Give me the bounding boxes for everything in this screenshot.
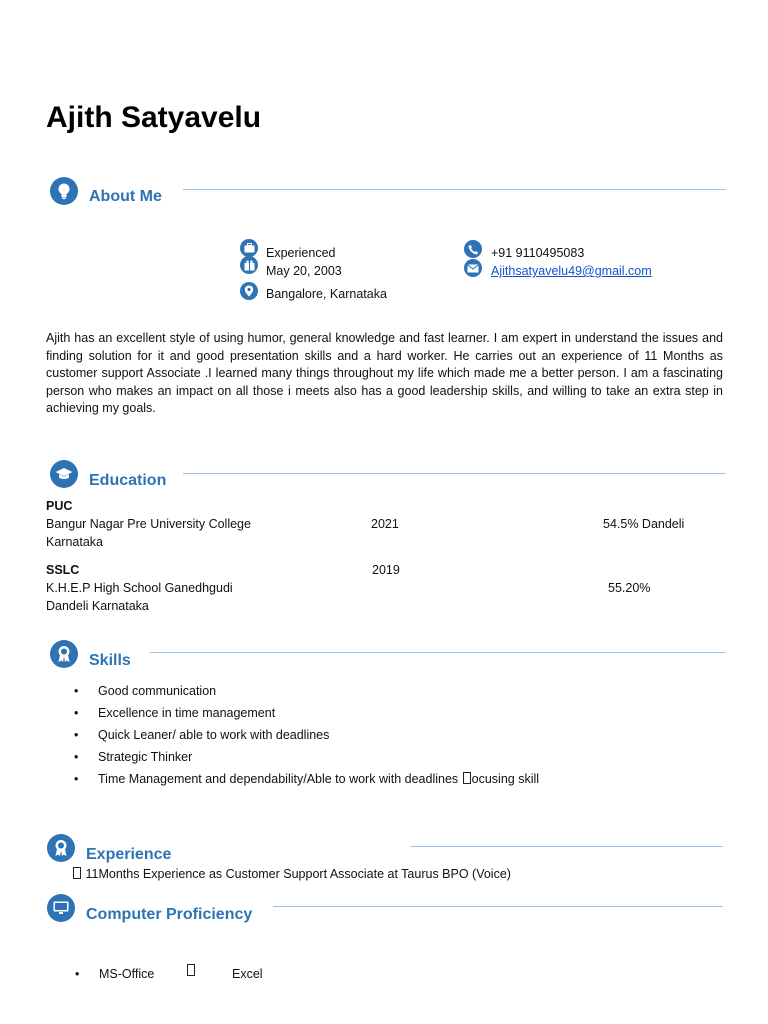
skill-item	[70, 771, 539, 787]
section-divider	[183, 189, 726, 190]
status-text: Experienced	[266, 246, 336, 260]
skill-text: Time Management and dependability/Able to work with deadlines	[98, 772, 462, 786]
award-ribbon-icon	[50, 640, 78, 668]
date-of-birth: May 20, 2003	[266, 264, 342, 278]
missing-glyph-icon	[73, 867, 81, 879]
computer-skill-item: Excel	[232, 967, 263, 981]
location-text: Bangalore, Karnataka	[266, 287, 387, 301]
education-place: Karnataka	[46, 535, 103, 549]
skill-item: • Quick Leaner/ able to work with deadlines	[70, 727, 539, 743]
skill-item: • Strategic Thinker	[70, 749, 539, 765]
bullet: •	[75, 967, 80, 981]
education-school: K.H.E.P High School Ganedhgudi	[46, 581, 233, 595]
monitor-icon	[47, 894, 75, 922]
missing-glyph-icon	[463, 772, 471, 784]
graduation-cap-icon	[50, 460, 78, 488]
education-score: 54.5% Dandeli	[603, 517, 685, 531]
education-degree: PUC	[46, 499, 73, 513]
email-icon	[464, 259, 482, 277]
education-place: Dandeli Karnataka	[46, 599, 149, 613]
skill-text: ocusing skill	[471, 772, 540, 786]
briefcase-icon	[240, 239, 258, 257]
section-divider	[150, 652, 726, 653]
skill-item: • Good communication	[70, 683, 539, 699]
section-title-about: About Me	[89, 188, 162, 205]
experience-item	[72, 866, 511, 882]
education-degree: SSLC	[46, 563, 80, 577]
missing-glyph-icon	[186, 963, 196, 979]
about-paragraph: Ajith has an excellent style of using humor, general knowledge and fast learner. I am expert in understand the issues and finding solution for it and good presentation skills and a hard worker. He carries out an experience of 11 Months as customer support Associate .I learned many things throughout my life which made me a better person. I am a fascinating person who makes an impact on all those i meets also has a good leadership skills, and willing to take an extra step in achieving my goals.	[46, 331, 723, 415]
section-divider	[183, 473, 726, 474]
lightbulb-icon	[50, 177, 78, 205]
section-divider	[273, 906, 723, 907]
section-title-education: Education	[89, 472, 167, 489]
computer-skill-item: MS-Office	[99, 967, 155, 981]
section-divider	[410, 846, 723, 847]
section-title-computer: Computer Proficiency	[86, 906, 253, 923]
education-school: Bangur Nagar Pre University College	[46, 517, 251, 531]
phone-icon	[464, 240, 482, 258]
section-title-experience: Experience	[86, 846, 172, 863]
email-link[interactable]: Ajithsatyavelu49@gmail.com	[491, 264, 652, 278]
skills-list	[70, 683, 539, 793]
location-pin-icon	[240, 282, 258, 300]
skill-item: • Excellence in time management	[70, 705, 539, 721]
phone-number: +91 9110495083	[491, 246, 585, 260]
experience-text: Months Experience as Customer Support Associate at Taurus BPO (Voice)	[98, 867, 511, 881]
education-score: 55.20%	[608, 581, 651, 595]
experience-months: 11	[85, 867, 99, 881]
resume-name: Ajith Satyavelu	[46, 101, 262, 134]
education-year: 2021	[371, 517, 399, 531]
section-title-skills: Skills	[89, 652, 131, 669]
education-year: 2019	[372, 563, 400, 577]
award-ribbon-icon	[47, 834, 75, 862]
gift-icon	[240, 256, 258, 274]
